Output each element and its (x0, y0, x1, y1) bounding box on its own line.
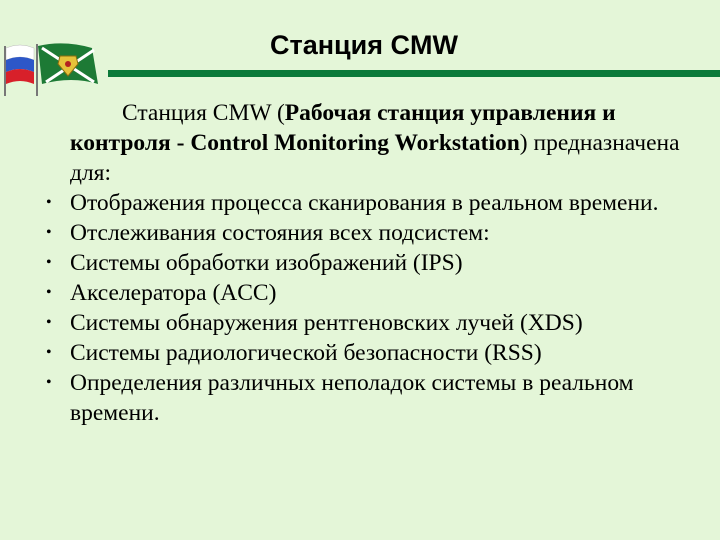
slide-body (46, 98, 710, 428)
list-item (46, 218, 710, 248)
list-item (46, 278, 710, 308)
intro-text-start: Станция CMW ( (122, 100, 285, 126)
intro-bold-text: Рабочая станция управления и контроля - Control Monitoring Workstation (70, 100, 616, 156)
bullet-icon: • (46, 284, 52, 301)
list-item-text: Отслеживания состояния всех подсистем: (70, 220, 490, 246)
list-item-text: Акселератора (ACC) (70, 280, 277, 306)
list-item (46, 248, 710, 278)
list-item-text: Отображения процесса сканирования в реальном времени. (70, 190, 659, 216)
intro-text-end: ) предназначена для: (70, 130, 680, 186)
bullet-icon: • (46, 224, 52, 241)
list-item (46, 308, 710, 338)
list-item-text: Определения различных неполадок системы в реальном времени. (70, 370, 634, 426)
list-item-text: Системы радиологической безопасности (RSS) (70, 340, 542, 366)
list-item (46, 368, 710, 428)
list-item (46, 188, 710, 218)
title-divider (108, 70, 720, 77)
bullet-list (46, 188, 710, 428)
list-item (46, 338, 710, 368)
bullet-icon: • (46, 194, 52, 211)
list-item-text: Системы обработки изображений (IPS) (70, 250, 463, 276)
intro-paragraph (70, 98, 710, 188)
bullet-icon: • (46, 374, 52, 391)
bullet-icon: • (46, 344, 52, 361)
slide-title: Станция CMW (270, 30, 458, 60)
bullet-icon: • (46, 254, 52, 271)
bullet-icon: • (46, 314, 52, 331)
list-item-text: Системы обнаружения рентгеновских лучей (XDS) (70, 310, 583, 336)
